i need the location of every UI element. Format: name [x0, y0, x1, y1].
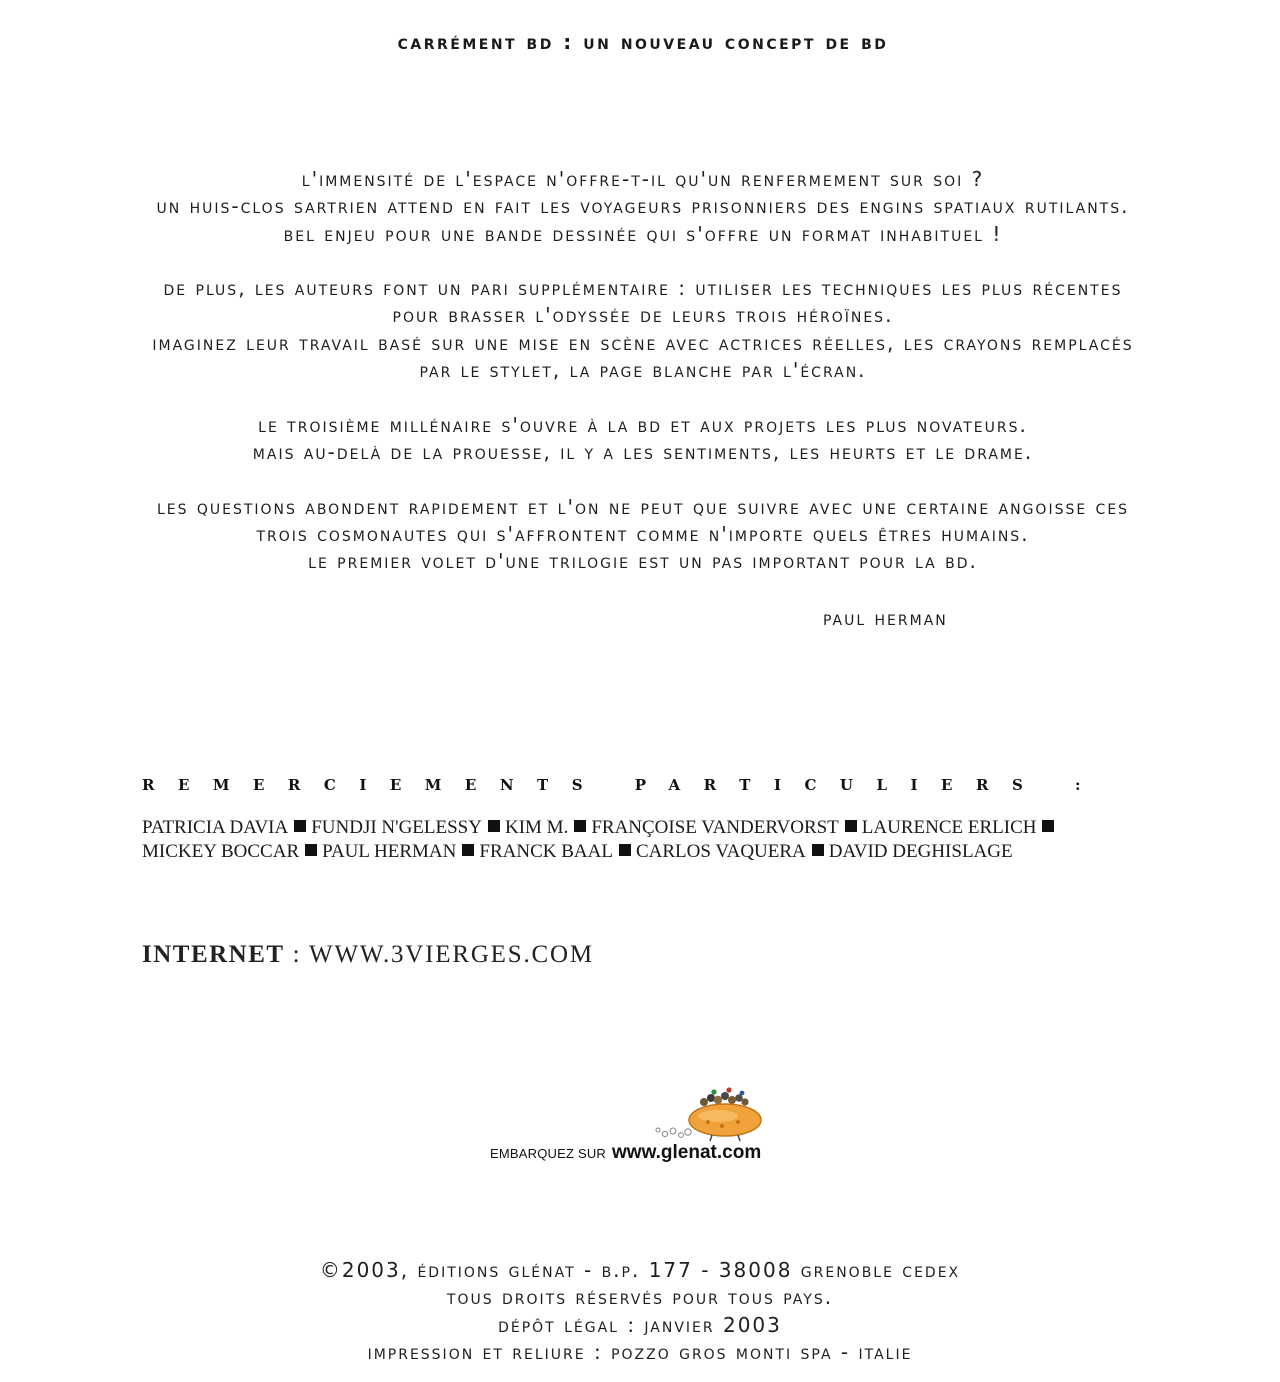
- signature: paul herman: [823, 606, 948, 630]
- intro-line: bel enjeu pour une bande dessinée qui s'offre un format inhabituel !: [283, 221, 1003, 246]
- square-separator-icon: [294, 820, 306, 832]
- square-separator-icon: [619, 844, 631, 856]
- thanks-name: FUNDJI N'GELESSY: [311, 817, 482, 838]
- intro-paragraph: [0, 494, 1280, 576]
- colophon: [0, 1257, 1280, 1367]
- square-separator-icon: [488, 820, 500, 832]
- colophon-line: ©2003, éditions glénat - b.p. 177 - 38008 grenoble cedex: [319, 1258, 961, 1282]
- square-separator-icon: [574, 820, 586, 832]
- thanks-name: DAVID DEGHISLAGE: [828, 841, 1013, 862]
- intro-line: mais au-delà de la prouesse, il y a les sentiments, les heurts et le drame.: [252, 439, 1034, 464]
- publisher-promo: [490, 1142, 761, 1164]
- website-link[interactable]: WWW.3VIERGES.COM: [309, 941, 594, 968]
- intro-line: les questions abondent rapidement et l'on ne peut que suivre avec une certaine angoisse ces: [156, 494, 1130, 519]
- internet-line: [142, 941, 594, 969]
- thanks-name: PATRICIA DAVIA: [142, 817, 289, 838]
- publisher-site-link[interactable]: www.glenat.com: [612, 1142, 762, 1163]
- thanks-names-line: [142, 816, 1142, 840]
- thanks-name: LAURENCE ERLICH: [861, 817, 1037, 838]
- intro-line: le premier volet d'une trilogie est un pas important pour la bd.: [308, 549, 978, 574]
- intro-paragraph: [0, 275, 1280, 384]
- intro-text: [0, 166, 1280, 603]
- thanks-heading: REMERCIEMENTS PARTICULIERS :: [142, 776, 1105, 794]
- square-separator-icon: [1042, 820, 1054, 832]
- square-separator-icon: [305, 844, 317, 856]
- thanks-name: KIM M.: [504, 817, 569, 838]
- thanks-name: FRANCK BAAL: [479, 841, 613, 862]
- colophon-line: impression et reliure : pozzo gros monti spa - italie: [367, 1340, 913, 1365]
- intro-line: pour brasser l'odyssée de leurs trois héroïnes.: [392, 303, 894, 328]
- intro-line: de plus, les auteurs font un pari supplémentaire : utiliser les techniques les plus récentes: [163, 276, 1123, 301]
- page-header-title: carrément bd : un nouveau concept de bd: [397, 30, 889, 54]
- thanks-names-line: [142, 840, 1142, 864]
- thanks-name: FRANÇOISE VANDERVORST: [591, 817, 839, 838]
- intro-line: par le stylet, la page blanche par l'écran.: [419, 358, 867, 383]
- intro-paragraph: [0, 412, 1280, 467]
- intro-line: imaginez leur travail basé sur une mise en scène avec actrices réelles, les crayons remplacés: [152, 330, 1134, 355]
- glenat-flying-ship-icon: [652, 1084, 764, 1146]
- square-separator-icon: [845, 820, 857, 832]
- colophon-line: tous droits réservés pour tous pays.: [446, 1285, 834, 1310]
- square-separator-icon: [812, 844, 824, 856]
- thanks-name: MICKEY BOCCAR: [142, 841, 300, 862]
- colophon-line: dépôt légal : janvier 2003: [498, 1312, 782, 1337]
- intro-line: trois cosmonautes qui s'affrontent comme n'importe quels êtres humains.: [256, 521, 1030, 546]
- thanks-name: PAUL HERMAN: [322, 841, 457, 862]
- intro-line: l'immensité de l'espace n'offre-t-il qu'un renfermement sur soi ?: [301, 167, 985, 191]
- intro-line: le troisième millénaire s'ouvre à la bd et aux projets les plus novateurs.: [258, 412, 1028, 437]
- publisher-promo-prefix: EMBARQUEZ SUR: [490, 1146, 607, 1161]
- intro-line: un huis-clos sartrien attend en fait les voyageurs prisonniers des engins spatiaux rutilants.: [156, 194, 1130, 219]
- intro-paragraph: [0, 166, 1280, 248]
- internet-separator: :: [292, 941, 302, 968]
- square-separator-icon: [462, 844, 474, 856]
- internet-label: INTERNET: [142, 941, 285, 968]
- thanks-name: CARLOS VAQUERA: [635, 841, 806, 862]
- thanks-names-list: [142, 816, 1142, 864]
